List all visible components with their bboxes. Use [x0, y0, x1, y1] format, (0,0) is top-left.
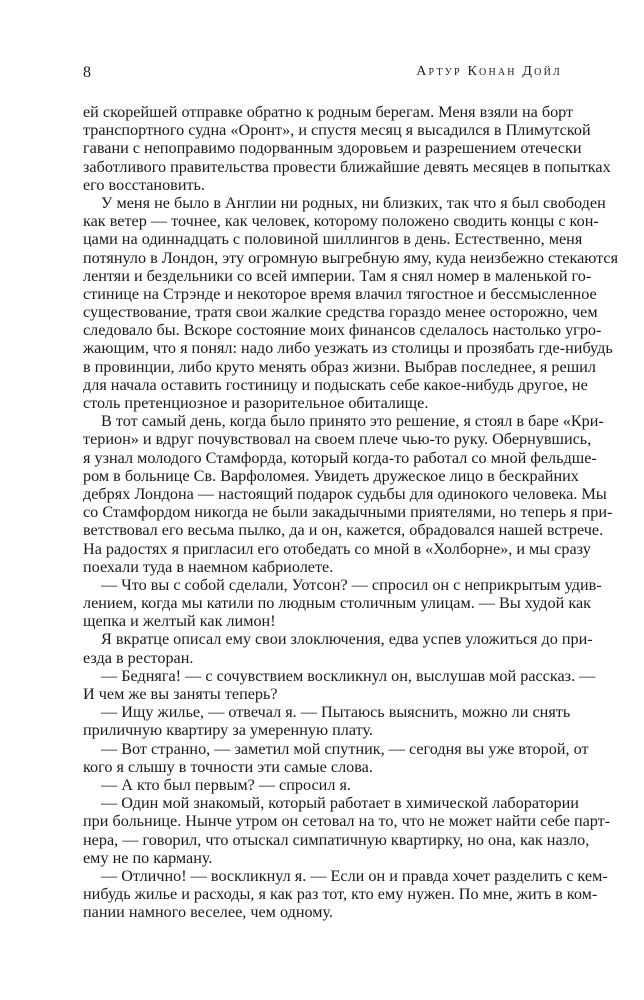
text-line: нибудь жилье и расходы, я как раз тот, кто ему нужен. По мне, жить в ком-	[83, 885, 598, 904]
paragraph	[83, 776, 563, 794]
text-line: как ветер — точнее, как человек, которому положено сводить концы с кон-	[83, 212, 599, 231]
text-line: На радостях я пригласил его отобедать со мной в «Холборне», и мы сразу	[83, 539, 591, 558]
text-line: со Стамфордом никогда не были закадычными приятелями, но теперь я при-	[83, 503, 613, 522]
text-line: дебрях Лондона — настоящий подарок судьбы для одинокого человека. Мы	[83, 484, 607, 503]
text-line: лением, когда мы катили по людным столичным улицам. — Вы худой как	[83, 594, 591, 613]
text-line: — Один мой знакомый, который работает в химической лаборатории	[101, 794, 579, 813]
text-line: щепка и желтый как лимон!	[83, 612, 276, 631]
text-line: стинице на Стрэнде и некоторое время влачил тягостное и бессмысленное	[83, 284, 597, 303]
text-line: В тот самый день, когда было принято это решение, я стоял в баре «Кри-	[101, 412, 604, 431]
running-head: Артур Конан Дойл	[416, 64, 562, 79]
text-line: Я вкратце описал ему свои злоключения, едва успев уложиться до при-	[101, 630, 593, 649]
text-line: жающим, что я понял: надо либо уезжать из столицы и прозябать где-нибудь	[83, 339, 613, 358]
text-line: приличную квартиру за умеренную плату.	[83, 721, 373, 740]
text-line: заботливого правительства провести ближайшие девять месяцев в попытках	[83, 157, 611, 176]
text-line: кого я слышу в точности эти самые слова.	[83, 757, 373, 776]
text-line: пании намного веселее, чем одному.	[83, 903, 334, 922]
text-line: в провинции, либо круто менять образ жизни. Выбрав последнее, я решил	[83, 357, 596, 376]
text-line: цами на одиннадцать с половиной шиллингов в день. Естественно, меня	[83, 230, 583, 249]
text-line: — Что вы с собой сделали, Уотсон? — спросил он с неприкрытым удив-	[101, 575, 602, 594]
paragraph	[83, 575, 602, 631]
paragraph	[83, 193, 619, 412]
text-line: ветствовал его весьма пылко, да и он, кажется, обрадовался нашей встрече.	[83, 521, 604, 540]
text-line: при больнице. Нынче утром он сетовал на то, что не может найти себе парт-	[83, 812, 611, 831]
text-line: езда в ресторан.	[83, 648, 194, 667]
paragraph	[83, 630, 593, 667]
text-line: транспортного судна «Оронт», и спустя месяц я высадился в Плимутской	[83, 121, 591, 140]
paragraph	[83, 703, 571, 740]
text-line: — Бедняга! — с сочувствием воскликнул он, выслушав мой рассказ. —	[101, 666, 596, 685]
paragraph	[83, 666, 596, 703]
text-line: терион» и вдруг почувствовал на своем плече чью-то руку. Обернувшись,	[83, 430, 592, 449]
text-line: для начала оставить гостиницу и подыскать себе какое-нибудь другое, не	[83, 375, 588, 394]
text-line: существование, тратя свои жалкие средства гораздо менее осторожно, чем	[83, 303, 598, 322]
text-line: — Ищу жилье, — отвечал я. — Пытаюсь выяснить, можно ли снять	[101, 703, 571, 722]
text-line: ей скорейшей отправке обратно к родным берегам. Меня взяли на борт	[83, 103, 574, 121]
paragraph	[83, 103, 611, 194]
text-line: У меня не было в Англии ни родных, ни близких, так что я был свободен	[101, 193, 606, 212]
text-line: ему не по карману.	[83, 848, 213, 867]
page-number: 8	[83, 64, 91, 81]
body-text	[83, 103, 619, 922]
text-line: следовало бы. Вскоре состояние моих финансов сделалось настолько угро-	[83, 321, 602, 340]
text-line: лентяи и бездельники со всей империи. Там я снял номер в маленькой го-	[83, 266, 592, 285]
text-line: гавани с непоправимо подорванным здоровьем и разрешением отечески	[83, 139, 582, 158]
text-line: — А кто был первым? — спросил я.	[101, 775, 351, 794]
text-line: потянуло в Лондон, эту огромную выгребную яму, куда неизбежно стекаются	[83, 248, 619, 267]
text-line: его восстановить.	[83, 175, 205, 194]
text-line: — Вот странно, — заметил мой спутник, — сегодня вы уже второй, от	[101, 739, 589, 758]
paragraph	[83, 739, 589, 776]
paragraph	[83, 412, 613, 576]
text-line: нера, — говорил, что отыскал симпатичную квартирку, но она, как назло,	[83, 830, 590, 849]
text-line: столь претенциозное и разорительное обиталище.	[83, 394, 429, 412]
text-line: — Отлично! — воскликнул я. — Если он и правда хочет разделить с кем-	[101, 866, 608, 885]
text-line: я узнал молодого Стамфорда, который когда-то работал со мной фельдше-	[83, 448, 597, 467]
text-line: ром в больнице Св. Варфоломея. Увидеть дружеское лицо в бескрайних	[83, 466, 579, 485]
text-line: И чем же вы заняты теперь?	[83, 685, 278, 703]
paragraph	[83, 794, 611, 867]
paragraph	[83, 866, 608, 922]
text-line: поехали туда в наемном кабриолете.	[83, 557, 334, 576]
